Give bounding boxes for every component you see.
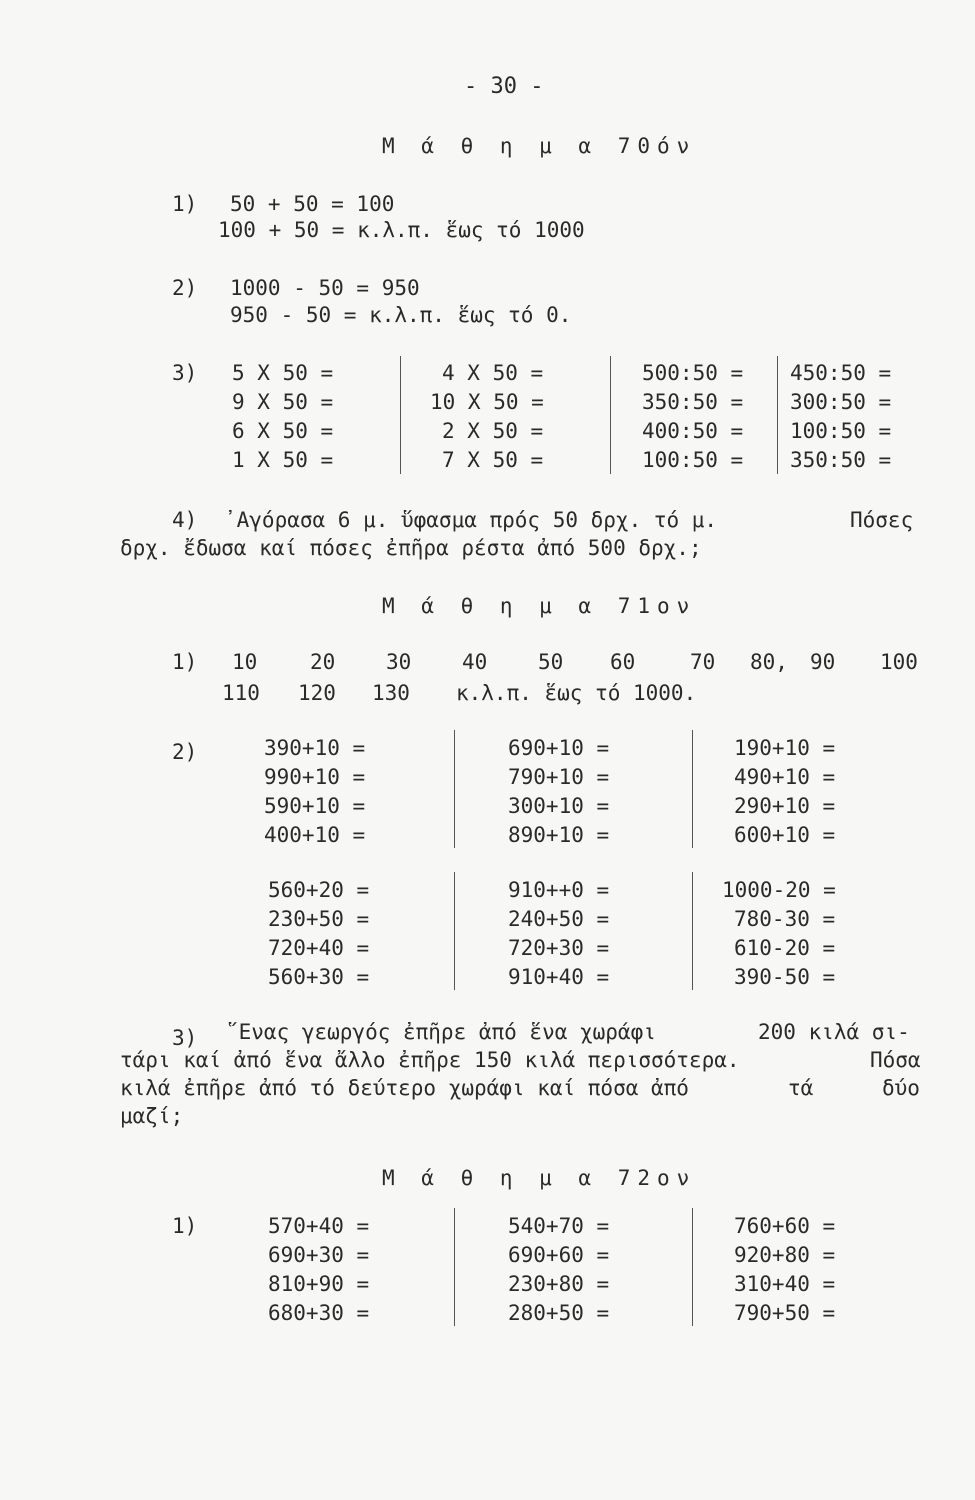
l71-ex2-expr: 790+10 = [508,765,610,789]
l70-ex3-number: 3) [172,361,198,385]
l70-ex1-line1: 50 + 50 = 100 [230,192,395,216]
l71-ex1-num: 100 [880,650,918,674]
l71-ex2-expr: 910++0 = [508,878,610,902]
column-divider [454,1208,455,1326]
l70-ex4-line1: ᾿Αγόρασα 6 μ. ὕφασμα πρός 50 δρχ. τό μ. [224,508,718,532]
l71-ex2-expr: 400+10 = [264,823,366,847]
column-divider [454,730,455,848]
l72-ex1-expr: 760+60 = [734,1214,836,1238]
l71-ex1-num: 110 [222,681,260,705]
l71-ex2-expr: 990+10 = [264,765,366,789]
l71-ex1-num: 120 [298,681,336,705]
l72-ex1-expr: 690+60 = [508,1243,610,1267]
l71-ex3-line2: τάρι καί ἀπό ἕνα ἄλλο ἐπῆρε 150 κιλά περισσότερα. [120,1048,740,1072]
l70-ex4-line2: δρχ. ἔδωσα καί πόσες ἐπῆρα ρέστα ἀπό 500 δρχ.; [120,536,702,560]
l70-ex3-expr: 100:50 = [790,419,892,443]
l71-ex3-line3: κιλά ἐπῆρε ἀπό τό δεύτερο χωράφι καί πόσα ἀπό [120,1076,689,1100]
lesson-70-title: Μ ά θ η μ α 70όν [382,134,697,158]
l71-ex2-expr: 720+40 = [268,936,370,960]
l70-ex3-expr: 400:50 = [642,419,744,443]
l70-ex3-expr: 300:50 = [790,390,892,414]
l71-ex1-num: 90 [810,650,836,674]
l71-ex2-expr: 490+10 = [734,765,836,789]
l71-ex3-number: 3) [172,1026,198,1050]
l72-ex1-expr: 920+80 = [734,1243,836,1267]
l70-ex2-line1: 1000 - 50 = 950 [230,276,420,300]
l72-ex1-number: 1) [172,1214,198,1238]
l70-ex3-expr: 4 X 50 = [442,361,544,385]
l71-ex3-line1: ῞Ενας γεωργός ἐπῆρε ἀπό ἕνα χωράφι [226,1020,656,1044]
l71-ex2-number: 2) [172,740,198,764]
l70-ex3-expr: 450:50 = [790,361,892,385]
l72-ex1-expr: 310+40 = [734,1272,836,1296]
l72-ex1-expr: 230+80 = [508,1272,610,1296]
l71-ex2-expr: 230+50 = [268,907,370,931]
column-divider [610,356,611,474]
page-number: - 30 - [464,74,544,99]
l70-ex3-expr: 10 X 50 = [430,390,544,414]
lesson-71-title: Μ ά θ η μ α 71ον [382,594,697,618]
l71-ex2-expr: 780-30 = [734,907,836,931]
l71-ex2-expr: 890+10 = [508,823,610,847]
l71-ex2-expr: 560+20 = [268,878,370,902]
column-divider [692,730,693,848]
l70-ex4-number: 4) [172,508,198,532]
l71-ex1-num: 60 [610,650,636,674]
l71-ex1-num: 40 [462,650,488,674]
l70-ex3-expr: 100:50 = [642,448,744,472]
l71-ex1-num: 30 [386,650,412,674]
l71-ex1-num: 20 [310,650,336,674]
l70-ex3-expr: 1 X 50 = [232,448,334,472]
l72-ex1-expr: 570+40 = [268,1214,370,1238]
l71-ex2-expr: 390-50 = [734,965,836,989]
l71-ex1-num: 80, [750,650,788,674]
l70-ex3-expr: 9 X 50 = [232,390,334,414]
l71-ex2-expr: 300+10 = [508,794,610,818]
l71-ex1-text: κ.λ.π. ἕως τό 1000. [456,681,697,705]
l70-ex1-line2: 100 + 50 = κ.λ.π. ἕως τό 1000 [218,218,585,242]
column-divider [454,872,455,990]
l70-ex2-line2: 950 - 50 = κ.λ.π. ἕως τό 0. [230,303,572,327]
l71-ex1-num: 130 [372,681,410,705]
column-divider [692,872,693,990]
lesson-72-title: Μ ά θ η μ α 72ον [382,1166,697,1190]
l70-ex3-expr: 2 X 50 = [442,419,544,443]
l71-ex3-line3-end: δύο [882,1076,920,1100]
l71-ex1-num: 10 [232,650,258,674]
l72-ex1-expr: 680+30 = [268,1301,370,1325]
l71-ex2-expr: 720+30 = [508,936,610,960]
l71-ex2-expr: 390+10 = [264,736,366,760]
l71-ex2-expr: 290+10 = [734,794,836,818]
l71-ex2-expr: 240+50 = [508,907,610,931]
l72-ex1-expr: 280+50 = [508,1301,610,1325]
l71-ex2-expr: 560+30 = [268,965,370,989]
l70-ex3-expr: 350:50 = [642,390,744,414]
l72-ex1-expr: 540+70 = [508,1214,610,1238]
l71-ex3-line2-end: Πόσα [870,1048,921,1072]
l72-ex1-expr: 690+30 = [268,1243,370,1267]
l70-ex1-number: 1) [172,192,198,216]
l70-ex2-number: 2) [172,276,198,300]
l71-ex2-expr: 1000-20 = [722,878,836,902]
l71-ex3-line3-mid: τά [788,1076,814,1100]
l71-ex3-line1-end: 200 κιλά σι- [758,1020,910,1044]
l71-ex1-num: 50 [538,650,564,674]
l71-ex2-expr: 690+10 = [508,736,610,760]
l70-ex3-expr: 350:50 = [790,448,892,472]
l71-ex2-expr: 600+10 = [734,823,836,847]
l70-ex4-line1-end: Πόσες [850,508,914,532]
l70-ex3-expr: 6 X 50 = [232,419,334,443]
l71-ex2-expr: 190+10 = [734,736,836,760]
column-divider [777,356,778,474]
l71-ex2-expr: 590+10 = [264,794,366,818]
l71-ex2-expr: 910+40 = [508,965,610,989]
l72-ex1-expr: 810+90 = [268,1272,370,1296]
column-divider [400,356,401,474]
l72-ex1-expr: 790+50 = [734,1301,836,1325]
column-divider [692,1208,693,1326]
l70-ex3-expr: 500:50 = [642,361,744,385]
l71-ex1-num: 70 [690,650,716,674]
l70-ex3-expr: 5 X 50 = [232,361,334,385]
l71-ex3-line4: μαζί; [120,1104,184,1128]
l71-ex1-number: 1) [172,650,198,674]
l71-ex2-expr: 610-20 = [734,936,836,960]
l70-ex3-expr: 7 X 50 = [442,448,544,472]
